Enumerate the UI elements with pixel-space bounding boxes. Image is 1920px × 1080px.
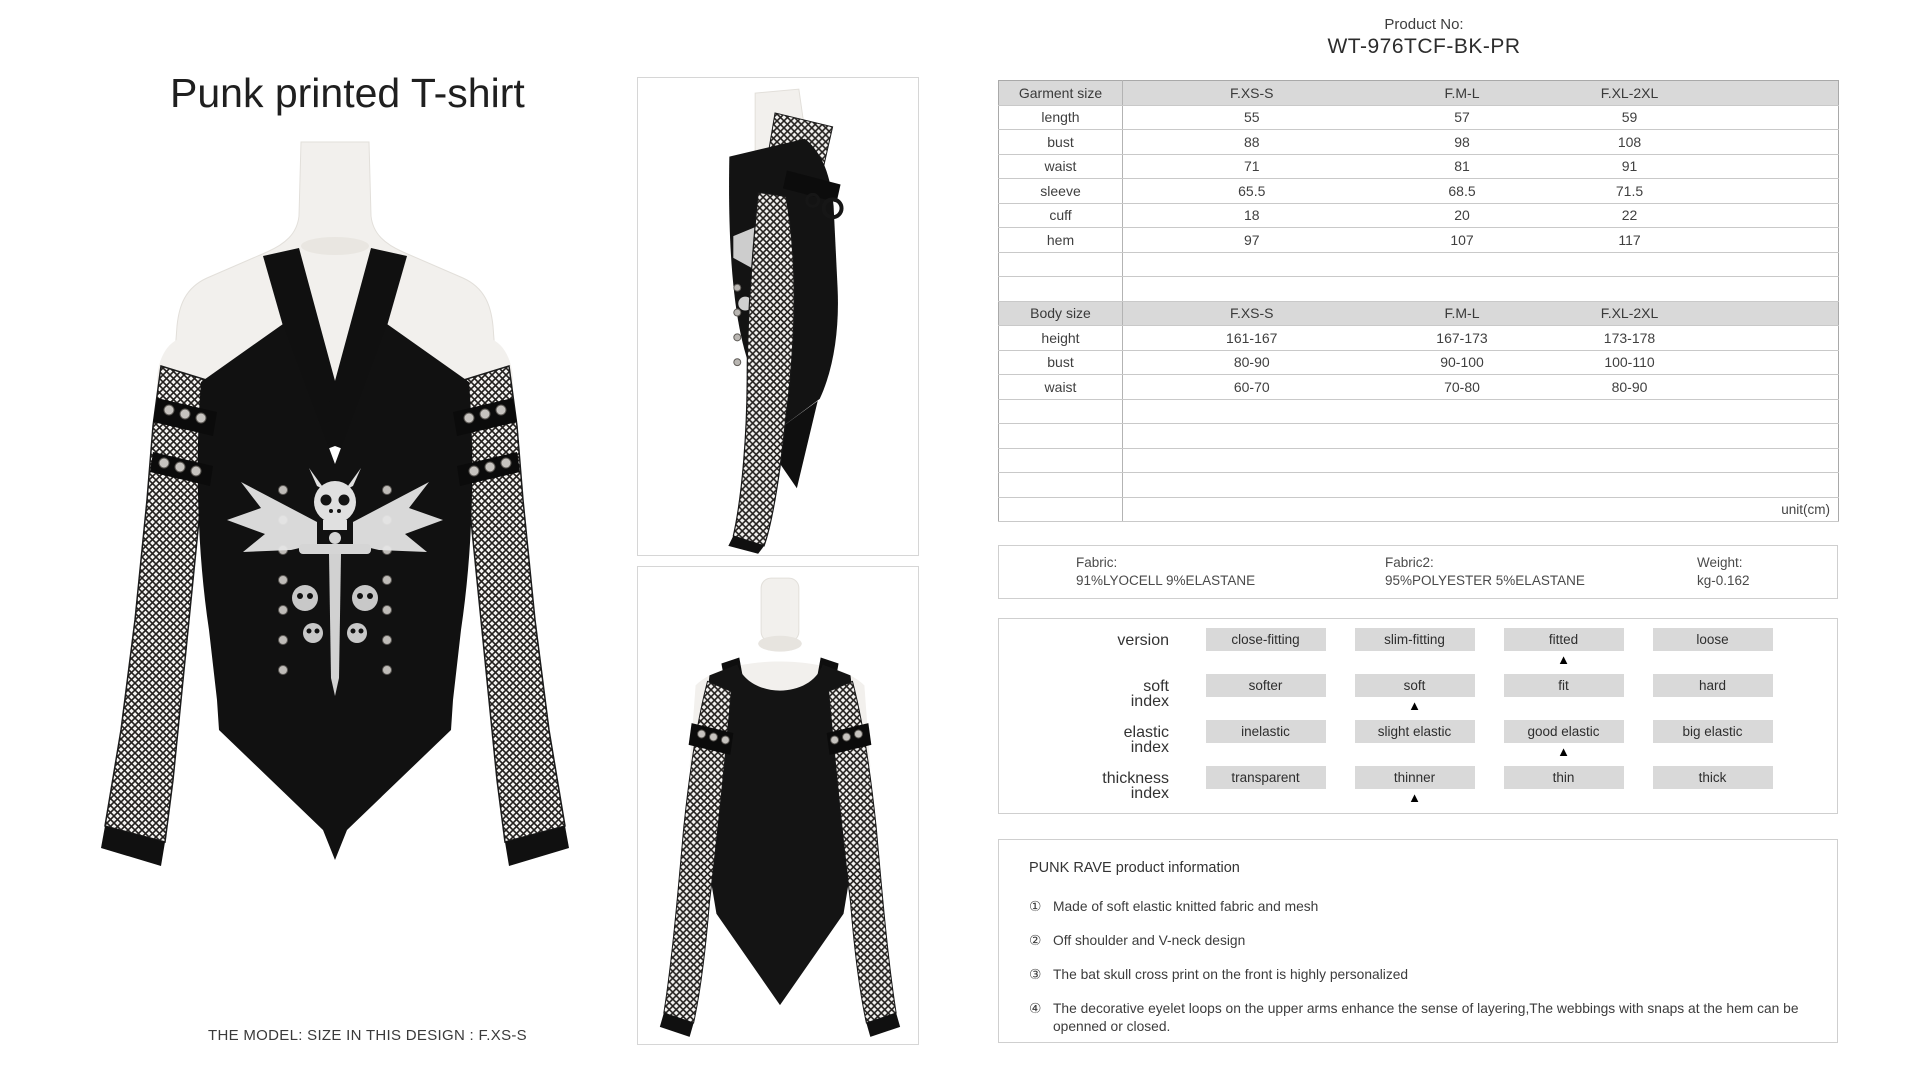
size-cell: 55 bbox=[1123, 105, 1381, 130]
size-cell bbox=[1716, 375, 1839, 400]
size-cell: 65.5 bbox=[1123, 179, 1381, 204]
index-option bbox=[1191, 720, 1340, 760]
index-row-label-line: index bbox=[1130, 693, 1169, 710]
index-row bbox=[999, 628, 1837, 674]
size-cell bbox=[1123, 277, 1381, 302]
size-cell bbox=[1381, 424, 1544, 449]
index-option bbox=[1489, 720, 1638, 760]
index-option-chip: inelastic bbox=[1206, 720, 1326, 743]
size-cell: 18 bbox=[1123, 203, 1381, 228]
size-cell bbox=[1381, 399, 1544, 424]
model-size-note: THE MODEL: SIZE IN THIS DESIGN : F.XS-S bbox=[208, 1027, 527, 1044]
product-info-item bbox=[1029, 1000, 1807, 1036]
size-cell: F.XS-S bbox=[1123, 81, 1381, 106]
size-row-label: hem bbox=[999, 228, 1123, 253]
size-cell bbox=[1544, 473, 1716, 498]
size-row-label: waist bbox=[999, 375, 1123, 400]
index-row-label bbox=[999, 720, 1191, 755]
size-table-row bbox=[999, 130, 1839, 155]
size-row-label bbox=[999, 424, 1123, 449]
index-option-chip: slight elastic bbox=[1355, 720, 1475, 743]
size-cell bbox=[1716, 154, 1839, 179]
selected-marker-icon: ▲ bbox=[1557, 652, 1570, 667]
product-info-text: Made of soft elastic knitted fabric and mesh bbox=[1053, 899, 1319, 914]
size-cell: 173-178 bbox=[1544, 326, 1716, 351]
size-row-label bbox=[999, 399, 1123, 424]
size-cell: 97 bbox=[1123, 228, 1381, 253]
size-cell bbox=[1716, 301, 1839, 326]
weight-value: kg-0.162 bbox=[1697, 573, 1750, 588]
index-option-chip: transparent bbox=[1206, 766, 1326, 789]
size-table-row bbox=[999, 350, 1839, 375]
size-table-row bbox=[999, 228, 1839, 253]
back-view-illustration bbox=[638, 567, 918, 1044]
index-row-label bbox=[999, 766, 1191, 801]
size-cell bbox=[1381, 473, 1544, 498]
index-option bbox=[1340, 766, 1489, 806]
product-info-item bbox=[1029, 966, 1807, 984]
size-row-label bbox=[999, 497, 1123, 522]
size-row-label: height bbox=[999, 326, 1123, 351]
selected-marker-icon: ▲ bbox=[1408, 790, 1421, 805]
product-no-value: WT-976TCF-BK-PR bbox=[1327, 35, 1521, 58]
size-table-row bbox=[999, 81, 1839, 106]
size-cell bbox=[1716, 179, 1839, 204]
size-cell: 70-80 bbox=[1381, 375, 1544, 400]
index-row-label bbox=[999, 674, 1191, 709]
size-table-row bbox=[999, 179, 1839, 204]
size-table-row bbox=[999, 375, 1839, 400]
size-cell bbox=[1716, 448, 1839, 473]
index-option bbox=[1340, 720, 1489, 760]
size-table-row bbox=[999, 448, 1839, 473]
index-option-chip: good elastic bbox=[1504, 720, 1624, 743]
product-photo-back bbox=[637, 566, 919, 1045]
size-cell: 117 bbox=[1544, 228, 1716, 253]
index-row bbox=[999, 674, 1837, 720]
index-option-chip: loose bbox=[1653, 628, 1773, 651]
size-cell: 20 bbox=[1381, 203, 1544, 228]
size-cell bbox=[1123, 399, 1381, 424]
index-option bbox=[1638, 674, 1787, 714]
size-cell: 22 bbox=[1544, 203, 1716, 228]
size-cell bbox=[1716, 399, 1839, 424]
fabric-panel bbox=[998, 545, 1838, 599]
size-cell: F.XS-S bbox=[1123, 301, 1381, 326]
index-options bbox=[1191, 766, 1837, 806]
product-info-text: The decorative eyelet loops on the upper arms enhance the sense of layering,The webbings with snaps at the hem can be openned or closed. bbox=[1053, 1001, 1799, 1034]
size-cell bbox=[1716, 203, 1839, 228]
product-no-label: Product No: bbox=[1384, 16, 1464, 33]
size-cell bbox=[1716, 277, 1839, 302]
size-cell bbox=[1123, 424, 1381, 449]
size-table-row bbox=[999, 203, 1839, 228]
item-number-icon: ① bbox=[1029, 899, 1042, 914]
fabric-value: 91%LYOCELL 9%ELASTANE bbox=[1076, 573, 1256, 588]
index-option bbox=[1638, 628, 1787, 668]
index-option-chip: soft bbox=[1355, 674, 1475, 697]
index-row bbox=[999, 720, 1837, 766]
index-options bbox=[1191, 720, 1837, 760]
index-row-label-line: soft bbox=[1143, 678, 1169, 695]
item-number-icon: ③ bbox=[1029, 967, 1042, 982]
product-number-block bbox=[1124, 16, 1724, 59]
size-cell: 57 bbox=[1381, 105, 1544, 130]
size-table-row bbox=[999, 399, 1839, 424]
index-row-label-line: version bbox=[1117, 632, 1169, 649]
size-cell: 167-173 bbox=[1381, 326, 1544, 351]
size-cell bbox=[1716, 252, 1839, 277]
fabric-label: Fabric: bbox=[1076, 554, 1118, 570]
size-cell: 100-110 bbox=[1544, 350, 1716, 375]
size-row-label bbox=[999, 473, 1123, 498]
size-cell: 108 bbox=[1544, 130, 1716, 155]
item-number-icon: ② bbox=[1029, 933, 1042, 948]
size-row-label: cuff bbox=[999, 203, 1123, 228]
weight-label: Weight: bbox=[1697, 554, 1743, 570]
product-info-item bbox=[1029, 932, 1807, 950]
product-info-text: Off shoulder and V-neck design bbox=[1053, 933, 1246, 948]
size-cell: 60-70 bbox=[1123, 375, 1381, 400]
size-cell bbox=[1716, 326, 1839, 351]
size-table-body bbox=[999, 81, 1839, 522]
size-cell bbox=[1544, 448, 1716, 473]
size-cell bbox=[1381, 448, 1544, 473]
index-option-chip: thinner bbox=[1355, 766, 1475, 789]
size-cell: 71.5 bbox=[1544, 179, 1716, 204]
index-option bbox=[1489, 628, 1638, 668]
size-cell: 81 bbox=[1381, 154, 1544, 179]
item-number-icon: ④ bbox=[1029, 1001, 1042, 1016]
size-cell bbox=[1544, 252, 1716, 277]
size-cell bbox=[1544, 277, 1716, 302]
index-option bbox=[1191, 674, 1340, 714]
fabric2-block bbox=[1385, 554, 1585, 590]
size-cell: 88 bbox=[1123, 130, 1381, 155]
size-cell: 107 bbox=[1381, 228, 1544, 253]
product-info-text: The bat skull cross print on the front is highly personalized bbox=[1053, 967, 1409, 982]
index-option-chip: thin bbox=[1504, 766, 1624, 789]
size-cell bbox=[1123, 252, 1381, 277]
index-option bbox=[1340, 674, 1489, 714]
index-option-chip: big elastic bbox=[1653, 720, 1773, 743]
size-cell: 71 bbox=[1123, 154, 1381, 179]
size-cell: F.XL-2XL bbox=[1544, 301, 1716, 326]
size-row-label: waist bbox=[999, 154, 1123, 179]
size-table-row bbox=[999, 326, 1839, 351]
size-cell bbox=[1716, 228, 1839, 253]
index-row-label-line: index bbox=[1130, 739, 1169, 756]
index-option-chip: thick bbox=[1653, 766, 1773, 789]
size-cell bbox=[1381, 277, 1544, 302]
product-photo-front bbox=[65, 130, 625, 1010]
size-cell: 90-100 bbox=[1381, 350, 1544, 375]
page-title: Punk printed T-shirt bbox=[170, 70, 525, 116]
index-options bbox=[1191, 628, 1837, 668]
size-cell: 68.5 bbox=[1381, 179, 1544, 204]
size-row-label: bust bbox=[999, 350, 1123, 375]
size-row-label: Garment size bbox=[999, 81, 1123, 106]
size-table-row bbox=[999, 301, 1839, 326]
fabric2-label: Fabric2: bbox=[1385, 554, 1434, 570]
product-info-panel bbox=[998, 839, 1838, 1043]
index-option bbox=[1638, 766, 1787, 806]
size-row-label bbox=[999, 252, 1123, 277]
index-option bbox=[1489, 674, 1638, 714]
size-cell: 80-90 bbox=[1544, 375, 1716, 400]
size-cell: 161-167 bbox=[1123, 326, 1381, 351]
size-row-label bbox=[999, 448, 1123, 473]
index-rows bbox=[999, 628, 1837, 812]
index-option-chip: slim-fitting bbox=[1355, 628, 1475, 651]
size-table-row bbox=[999, 277, 1839, 302]
size-cell: F.M-L bbox=[1381, 81, 1544, 106]
weight-block bbox=[1697, 554, 1750, 590]
size-table bbox=[998, 80, 1839, 522]
index-panel bbox=[998, 618, 1838, 814]
size-table-row bbox=[999, 252, 1839, 277]
size-cell: F.XL-2XL bbox=[1544, 81, 1716, 106]
size-row-label: Body size bbox=[999, 301, 1123, 326]
index-option-chip: fitted bbox=[1504, 628, 1624, 651]
size-cell bbox=[1381, 252, 1544, 277]
index-option-chip: close-fitting bbox=[1206, 628, 1326, 651]
size-row-label: sleeve bbox=[999, 179, 1123, 204]
size-table-row bbox=[999, 473, 1839, 498]
size-table-row bbox=[999, 497, 1839, 522]
size-cell bbox=[1716, 473, 1839, 498]
size-cell: 80-90 bbox=[1123, 350, 1381, 375]
index-row-label-line: elastic bbox=[1123, 724, 1169, 741]
size-cell: 91 bbox=[1544, 154, 1716, 179]
front-view-illustration bbox=[65, 130, 625, 1010]
index-row-label bbox=[999, 628, 1191, 648]
selected-marker-icon: ▲ bbox=[1408, 698, 1421, 713]
fabric-block bbox=[1076, 554, 1255, 590]
size-table-row bbox=[999, 424, 1839, 449]
size-cell bbox=[1716, 130, 1839, 155]
index-row-label-line: index bbox=[1130, 785, 1169, 802]
index-option bbox=[1191, 628, 1340, 668]
product-photo-side bbox=[637, 77, 919, 556]
size-cell: 98 bbox=[1381, 130, 1544, 155]
size-cell bbox=[1544, 424, 1716, 449]
size-cell bbox=[1716, 350, 1839, 375]
size-cell bbox=[1716, 81, 1839, 106]
size-cell: F.M-L bbox=[1381, 301, 1544, 326]
size-cell bbox=[1716, 424, 1839, 449]
size-cell: 59 bbox=[1544, 105, 1716, 130]
index-option-chip: hard bbox=[1653, 674, 1773, 697]
index-option-chip: fit bbox=[1504, 674, 1624, 697]
fabric2-value: 95%POLYESTER 5%ELASTANE bbox=[1385, 573, 1585, 588]
info-title: PUNK RAVE product information bbox=[1029, 860, 1240, 876]
size-cell bbox=[1123, 473, 1381, 498]
size-row-label: length bbox=[999, 105, 1123, 130]
unit-label: unit(cm) bbox=[1123, 497, 1839, 522]
info-items bbox=[1029, 898, 1807, 1036]
index-option bbox=[1191, 766, 1340, 806]
index-option-chip: softer bbox=[1206, 674, 1326, 697]
product-info-item bbox=[1029, 898, 1807, 916]
selected-marker-icon: ▲ bbox=[1557, 744, 1570, 759]
index-option bbox=[1340, 628, 1489, 668]
size-table-row bbox=[999, 105, 1839, 130]
size-cell bbox=[1544, 399, 1716, 424]
index-row-label-line: thickness bbox=[1102, 770, 1169, 787]
size-row-label bbox=[999, 277, 1123, 302]
side-view-illustration bbox=[638, 78, 918, 555]
index-options bbox=[1191, 674, 1837, 714]
size-row-label: bust bbox=[999, 130, 1123, 155]
size-table-row bbox=[999, 154, 1839, 179]
size-cell bbox=[1123, 448, 1381, 473]
index-option bbox=[1489, 766, 1638, 806]
index-row bbox=[999, 766, 1837, 812]
index-option bbox=[1638, 720, 1787, 760]
size-cell bbox=[1716, 105, 1839, 130]
